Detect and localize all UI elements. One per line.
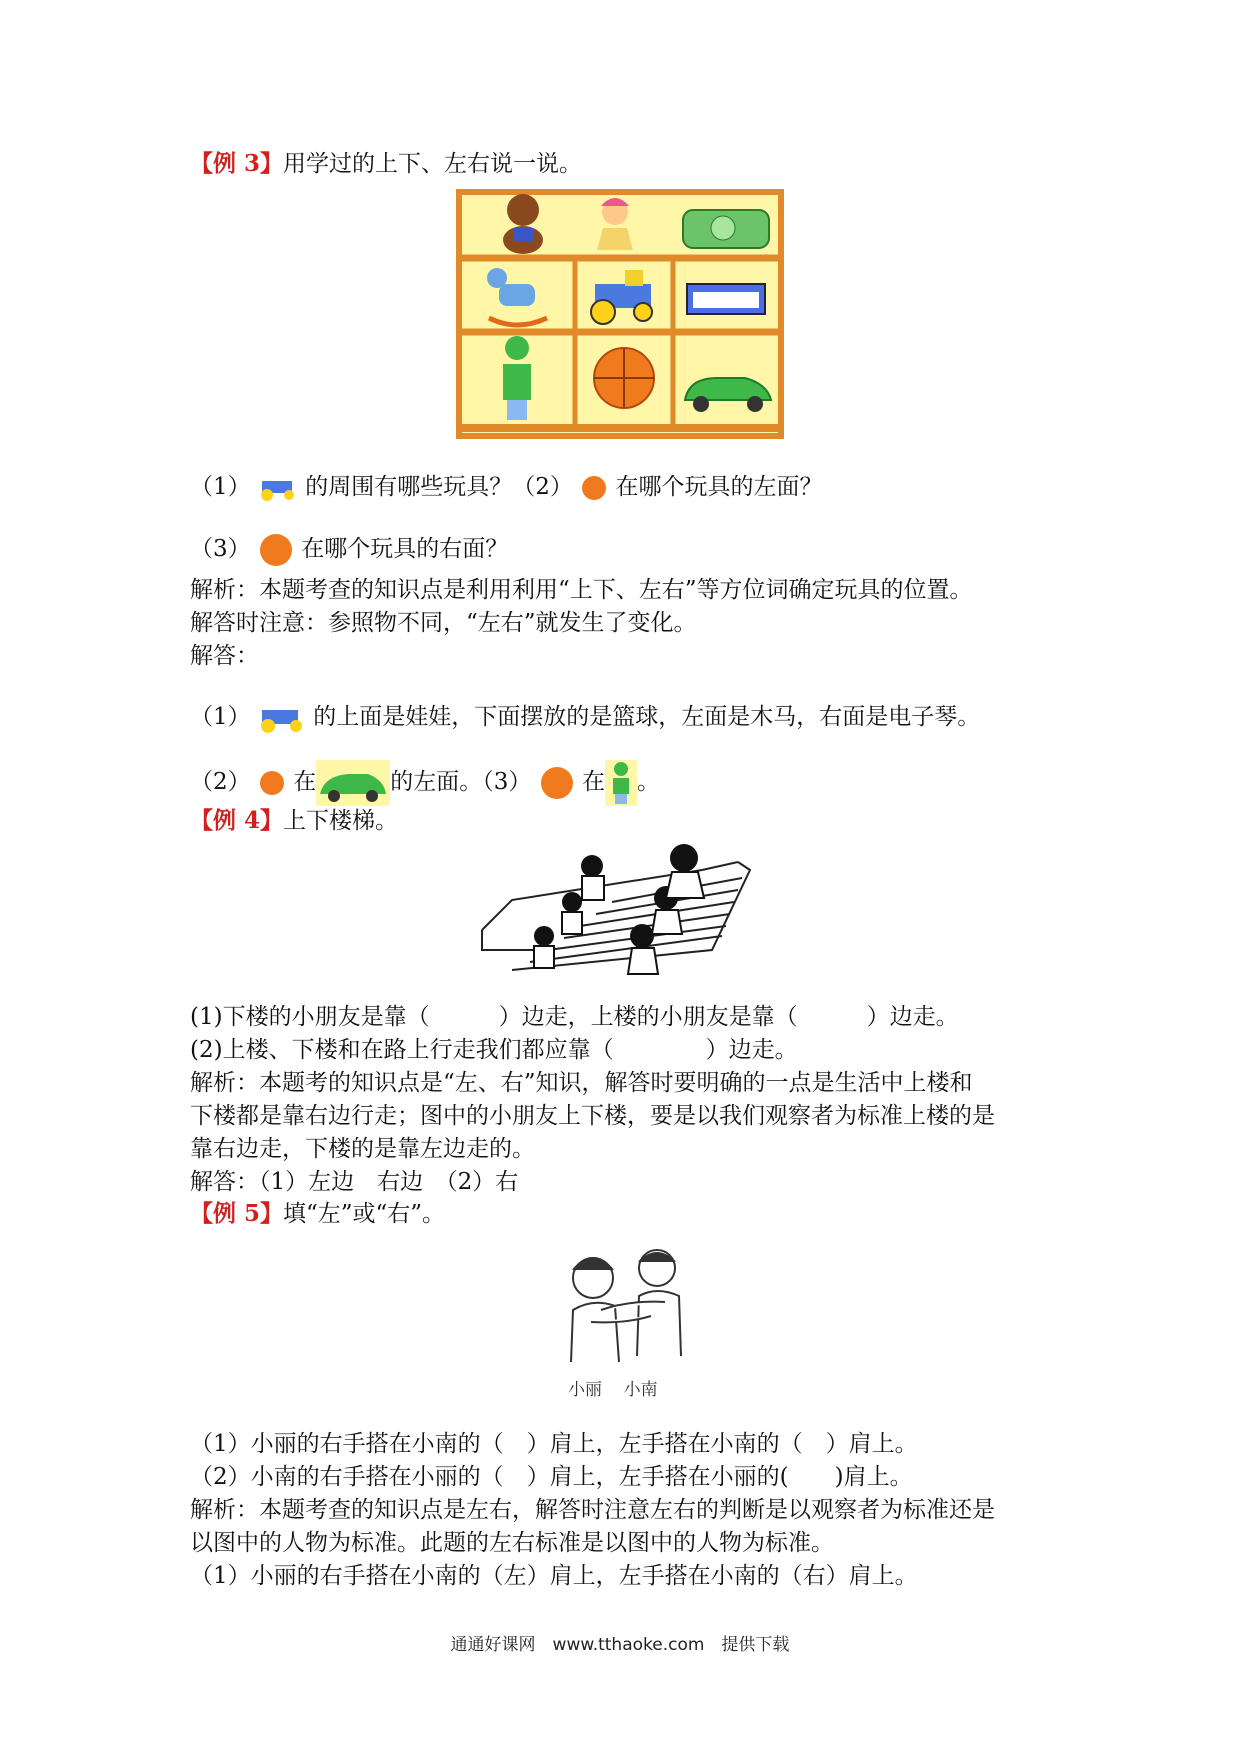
ex3-analysis-2: 解答时注意：参照物不同，“左右”就发生了变化。 xyxy=(190,610,697,636)
ex3-q3-text: 在哪个玩具的右面？ xyxy=(301,536,509,562)
ex4-tag: 【例 4】 xyxy=(190,807,284,834)
two-children-illustration xyxy=(555,1240,695,1370)
ex3-ans3-end: 。 xyxy=(637,769,661,795)
ex4-analysis-3: 靠右边走，下楼的是靠左边走的。 xyxy=(190,1136,535,1162)
ex3-q2-text: 在哪个玩具的左面？ xyxy=(615,474,823,500)
ex4-title: 上下楼梯。 xyxy=(283,808,399,834)
ex3-ans2-line xyxy=(190,760,660,806)
ex4-q1: (1)下楼的小朋友是靠（ ）边走，上楼的小朋友是靠（ ）边走。 xyxy=(190,1004,959,1030)
ex3-heading xyxy=(190,147,582,181)
ex5-q1: （1）小丽的右手搭在小南的（ ）肩上，左手搭在小南的（ ）肩上。 xyxy=(190,1431,918,1457)
ex3-q3-line xyxy=(190,532,508,568)
ex3-ans2-left: 的左面。（3） xyxy=(390,769,532,795)
ex4-analysis-1: 解析：本题考的知识点是“左、右”知识，解答时要明确的一点是生活中上楼和 xyxy=(190,1070,973,1096)
ex5-analysis-1: 解析：本题考查的知识点是左右，解答时注意左右的判断是以观察者为标准还是 xyxy=(190,1497,995,1523)
toy-tractor-icon xyxy=(258,473,298,503)
ex5-tag: 【例 5】 xyxy=(190,1200,284,1227)
ex3-answer-label: 解答： xyxy=(190,643,259,669)
ex3-ans2-zai: 在 xyxy=(293,769,317,795)
caption-xiaoli: 小丽 xyxy=(568,1380,602,1400)
ex4-q2: (2)上楼、下楼和在路上行走我们都应靠（ ）边走。 xyxy=(190,1037,798,1063)
ex3-ans3-zai: 在 xyxy=(582,769,606,795)
ex5-captions xyxy=(568,1375,658,1400)
ex5-heading xyxy=(190,1197,445,1231)
ex3-ans2-num: （2） xyxy=(190,769,251,795)
ex4-analysis-2: 下楼都是靠右边行走；图中的小朋友上下楼，要是以我们观察者为标准上楼的是 xyxy=(190,1103,995,1129)
stairs-illustration xyxy=(472,840,762,988)
basketball-icon xyxy=(258,769,286,797)
ex4-heading xyxy=(190,804,398,838)
ex3-ans1-text: 的上面是娃娃，下面摆放的是篮球，左面是木马，右面是电子琴。 xyxy=(313,704,981,730)
ex3-q1-num: （1） xyxy=(190,474,251,500)
ex3-q1-line xyxy=(190,470,823,504)
robot-icon xyxy=(605,760,637,806)
basketball-icon xyxy=(580,474,608,502)
ex3-ans1-line xyxy=(190,700,980,736)
ex3-ans1-num: （1） xyxy=(190,704,251,730)
toy-shelf-image xyxy=(455,188,785,440)
ex5-answer-1: （1）小丽的右手搭在小南的（左）肩上，左手搭在小南的（右）肩上。 xyxy=(190,1563,918,1589)
toy-tractor-icon xyxy=(258,700,306,736)
ex5-q2: （2）小南的右手搭在小丽的（ ）肩上，左手搭在小丽的( )肩上。 xyxy=(190,1464,913,1490)
ex3-title: 用学过的上下、左右说一说。 xyxy=(283,151,583,177)
ex3-analysis-1: 解析：本题考查的知识点是利用利用“上下、左右”等方位词确定玩具的位置。 xyxy=(190,577,973,603)
robot-icon xyxy=(503,336,531,420)
basketball-icon xyxy=(539,765,575,801)
keyboard-icon xyxy=(687,284,765,314)
page-footer: 通通好课网 www.tthaoke.com 提供下载 xyxy=(450,1635,790,1655)
ex3-tag: 【例 3】 xyxy=(190,150,284,177)
basketball-icon xyxy=(594,348,654,408)
ex5-analysis-2: 以图中的人物为标准。此题的左右标准是以图中的人物为标准。 xyxy=(190,1530,834,1556)
toy-car-icon xyxy=(316,760,390,806)
ex4-answer: 解答：（1）左边 右边 （2）右 xyxy=(190,1169,519,1195)
telephone-icon xyxy=(683,210,769,248)
ex3-q1-text: 的周围有哪些玩具？（2） xyxy=(305,474,573,500)
caption-xiaonan: 小南 xyxy=(623,1380,658,1400)
ex5-title: 填“左”或“右”。 xyxy=(283,1201,446,1227)
ex3-q3-num: （3） xyxy=(190,536,251,562)
basketball-icon xyxy=(258,532,294,568)
